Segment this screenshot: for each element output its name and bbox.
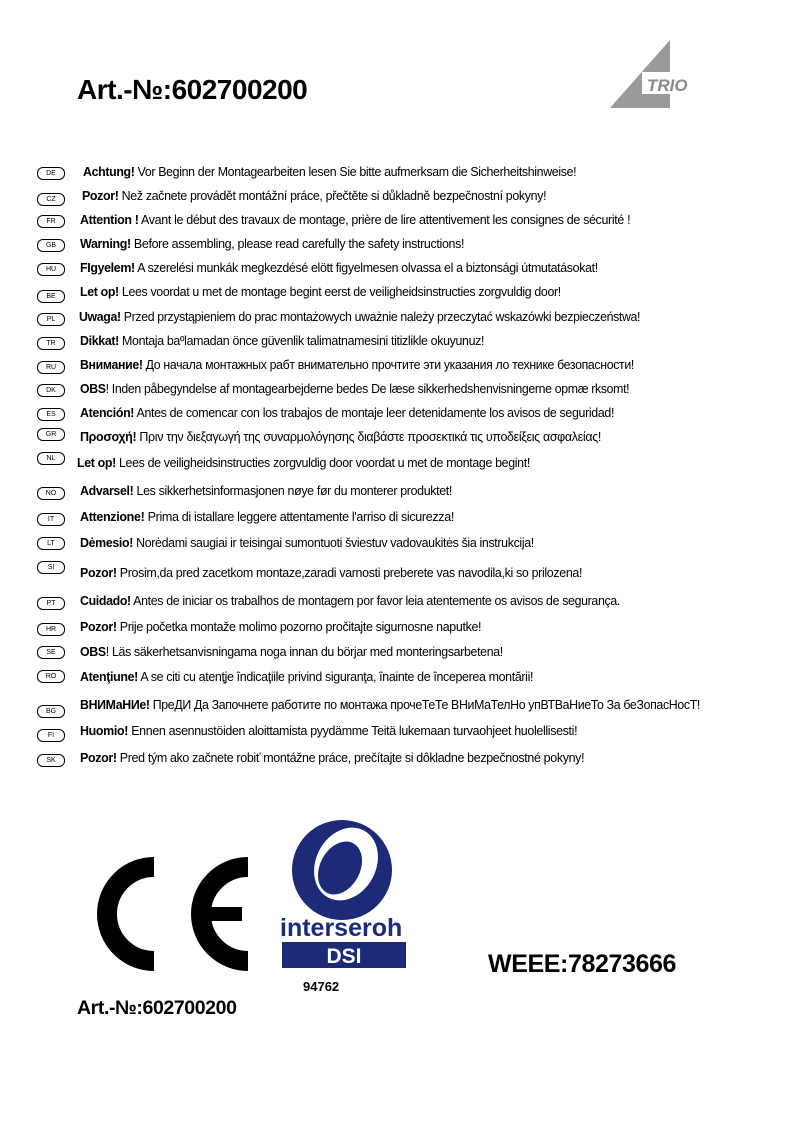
language-code-badge: GB <box>37 239 65 252</box>
language-code-badge: NL <box>37 452 65 465</box>
warning-text-pt <box>80 594 620 608</box>
language-code-badge: PT <box>37 597 65 610</box>
language-code-badge: PL <box>37 313 65 326</box>
warning-body: Pred tým ako začnete robiť montážne práce, prečítajte si dôkladne bezpečnostné pokyny! <box>116 751 585 765</box>
warning-body: Antes de iniciar os trabalhos de montagem por favor leia atentemente os avisos de segurança. <box>130 594 620 608</box>
warning-heading: Pozor! <box>80 751 117 765</box>
warning-text-pl <box>79 310 640 324</box>
warning-heading: Dikkat! <box>80 334 119 348</box>
warning-heading: Huomio! <box>80 724 129 738</box>
language-code-badge: SE <box>37 646 65 659</box>
warning-heading: OBS <box>80 382 106 396</box>
warning-heading: Let op! <box>77 456 116 470</box>
warning-heading: Attenzione! <box>80 510 145 524</box>
warning-body: Než začnete provádět montážní práce, přečtěte si důkladně bezpečnostní pokyny! <box>118 189 547 203</box>
warning-body: Norėdami saugiai ir teisingai sumontuoti šviestuv vadovaukitės šia instrukcija! <box>133 536 534 550</box>
warning-text-no <box>80 484 452 498</box>
warning-text-es <box>80 406 614 420</box>
language-code-badge: SI <box>37 561 65 574</box>
language-code-badge: LT <box>37 537 65 550</box>
warning-body: Lees de veiligheidsinstructies zorgvuldig door voordat u met de montage begint! <box>115 456 530 470</box>
warning-heading: Atención! <box>80 406 135 420</box>
warning-heading: Внимание! <box>80 358 143 372</box>
warning-body: Πριν την διεξαγωγή της συναρμολόγησης διαβάστε προσεκτικά τις υποδείξεις ασφαλείας! <box>136 430 602 444</box>
warning-body: Antes de comencar con los trabajos de montaje leer detenidamente los avisos de seguridad! <box>134 406 615 420</box>
warning-body: ПреДИ Да Започнете работите по монтажа прочеТеТе ВНиМаТелНо упВТВаНиеТо За беЗопасНосТ! <box>149 698 700 712</box>
warning-text-tr <box>80 334 484 348</box>
trio-logo-text: TRIO <box>647 76 688 95</box>
language-code-badge: RU <box>37 361 65 374</box>
warning-body: ! Inden påbegyndelse af montagearbejderne bedes De læse sikkerhedshenvisningerne opmæ rksomt! <box>105 382 630 396</box>
warning-text-se <box>80 645 503 659</box>
warning-text-ro <box>80 670 533 684</box>
warning-heading: ВНИМаНИе! <box>80 698 150 712</box>
warning-text-lt <box>80 536 534 550</box>
warning-heading: Προσοχή! <box>80 430 137 444</box>
trio-logo <box>608 40 694 110</box>
interseroh-dsi-logo <box>280 818 408 968</box>
warning-text-hu <box>80 261 598 275</box>
footer-article-number: Art.-№:602700200 <box>77 997 237 1019</box>
language-code-badge: FR <box>37 215 65 228</box>
language-code-badge: DE <box>37 167 65 180</box>
language-code-badge: HU <box>37 263 65 276</box>
language-code-badge: HR <box>37 623 65 636</box>
language-code-badge: BE <box>37 290 65 303</box>
warning-body: A szerelési munkák megkezdésé elött figyelmesen olvassa el a biztonsági útmutatásokat! <box>134 261 598 275</box>
warning-body: Les sikkerhetsinformasjonen nøye før du monterer produktet! <box>133 484 452 498</box>
interseroh-text: interseroh <box>280 914 403 942</box>
warning-text-dk <box>80 382 629 396</box>
warning-heading: Atenţiune! <box>80 670 138 684</box>
warning-body: Przed przystąpieniem do prac montażowych uważnie należy przeczytać wskazówki bezpieczeństwa! <box>120 310 641 324</box>
language-code-badge: TR <box>37 337 65 350</box>
warning-body: Montaja baºlamadan önce güvenlik talimatnamesini titizlikle okuyunuz! <box>118 334 485 348</box>
warning-text-gr <box>80 430 601 444</box>
warning-body: Vor Beginn der Montagearbeiten lesen Sie bitte aufmerksam die Sicherheitshinweise! <box>134 165 577 179</box>
language-code-badge: CZ <box>37 193 65 206</box>
language-code-badge: SK <box>37 754 65 767</box>
warning-heading: Dėmesio! <box>80 536 134 550</box>
ce-mark-logo <box>76 857 254 971</box>
language-code-badge: FI <box>37 729 65 742</box>
warning-heading: OBS <box>80 645 106 659</box>
dsi-text: DSI <box>326 945 362 968</box>
warning-body: Prima di istallare leggere attentamente l'arriso di sicurezza! <box>144 510 454 524</box>
warning-body: Before assembling, please read carefully the safety instructions! <box>130 237 465 251</box>
warning-text-bg <box>80 698 700 712</box>
warning-body: Avant le début des travaux de montage, prière de lire attentivement les consignes de sécurité ! <box>138 213 631 227</box>
warning-heading: Pozor! <box>80 620 117 634</box>
article-number-title: Art.-№:602700200 <box>77 74 308 105</box>
language-code-badge: ES <box>37 408 65 421</box>
warning-text-gb <box>80 237 464 251</box>
weee-number: WEEE:78273666 <box>488 950 676 978</box>
warning-heading: Pozor! <box>82 189 119 203</box>
language-code-badge: GR <box>37 428 65 441</box>
warning-body: До начала монтажных рабт внимательно прочтите эти указания ло технике безопасности! <box>142 358 634 372</box>
warning-body: A se citi cu atenţje îndicaţiile privind siguranţa, înainte de începerea montării! <box>137 670 534 684</box>
warning-text-sk <box>80 751 584 765</box>
warning-text-ru <box>80 358 634 372</box>
warning-body: ! Läs säkerhetsanvisningama noga innan du börjar med monteringsarbetena! <box>105 645 503 659</box>
warning-body: Prije početka montaže molimo pozorno pročitajte sigurnosne naputke! <box>116 620 482 634</box>
warning-text-fi <box>80 724 577 738</box>
warning-heading: Pozor! <box>80 566 117 580</box>
warning-body: Ennen asennustöiden aloittamista pyydämme Teitä lukemaan turvaohjeet huolellisesti! <box>128 724 578 738</box>
warning-body: Prosim,da pred zacetkom montaze,zaradi varnosti preberete vas navodila,ki so prilozena! <box>116 566 583 580</box>
language-code-badge: IT <box>37 513 65 526</box>
warning-heading: Warning! <box>80 237 131 251</box>
warning-text-de <box>83 165 576 179</box>
warning-text-nl <box>77 456 530 470</box>
warning-heading: Let op! <box>80 285 119 299</box>
warning-heading: Cuidado! <box>80 594 131 608</box>
warning-heading: Advarsel! <box>80 484 134 498</box>
language-code-badge: DK <box>37 384 65 397</box>
warning-heading: Uwaga! <box>79 310 121 324</box>
warning-text-be <box>80 285 561 299</box>
warning-body: Lees voordat u met de montage begint eerst de veiligheidsinstructies zorgvuldig door! <box>118 285 561 299</box>
warning-text-cz <box>82 189 546 203</box>
language-code-badge: BG <box>37 705 65 718</box>
warning-heading: Achtung! <box>83 165 135 179</box>
warning-heading: FIgyelem! <box>80 261 135 275</box>
warning-text-si <box>80 566 582 580</box>
language-code-badge: NO <box>37 487 65 500</box>
warning-text-hr <box>80 620 481 634</box>
dsi-number: 94762 <box>303 979 340 994</box>
language-code-badge: RO <box>37 670 65 683</box>
warning-text-fr <box>80 213 630 227</box>
warning-text-it <box>80 510 454 524</box>
warning-heading: Attention ! <box>80 213 139 227</box>
